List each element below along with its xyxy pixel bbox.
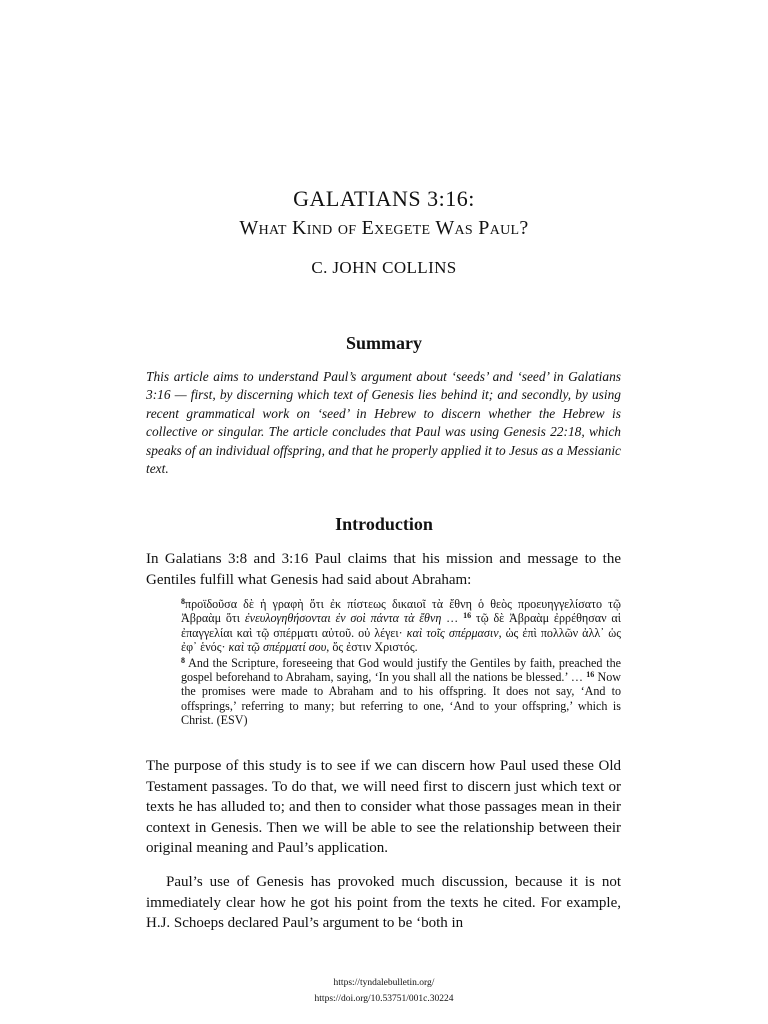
- verse-number: 8: [181, 597, 185, 606]
- article-title: GALATIANS 3:16:: [293, 186, 475, 211]
- english-text: Now the promises were made to Abraham and to his offspring. It does not say, ‘And to offsprings,’ referring to many; but referring to one, ‘And to your offspring,’ which is Christ. (ESV): [181, 670, 621, 728]
- footer-url[interactable]: https://tyndalebulletin.org/: [333, 978, 435, 988]
- greek-text-italic: καὶ τοῖς σπέρμασιν: [406, 625, 499, 640]
- greek-quote: [181, 597, 621, 655]
- greek-text-italic: καὶ τῷ σπέρματί σου: [228, 640, 327, 655]
- summary-heading: Summary: [346, 333, 422, 353]
- intro-paragraph-1: In Galatians 3:8 and 3:16 Paul claims that his mission and message to the Gentiles fulfill what Genesis had said about Abraham:: [146, 551, 621, 588]
- article-subtitle: What Kind of Exegete Was Paul?: [239, 217, 529, 239]
- block-quote: [181, 597, 621, 728]
- greek-text-italic: ἐνευλογηθήσονται ἐν σοὶ πάντα τὰ ἔθνη: [244, 611, 442, 626]
- greek-text: , ὅς ἐστιν Χριστός.: [326, 640, 418, 655]
- verse-number: 8: [181, 655, 185, 665]
- intro-paragraph-3: Paul’s use of Genesis has provoked much discussion, because it is not immediately clear how he got his point from the texts he cited. For example, H.J. Schoeps declared Paul’s argument to be ‘both in: [146, 874, 621, 932]
- greek-text: …: [441, 611, 459, 626]
- english-text: And the Scripture, foreseeing that God would justify the Gentiles by faith, preached the gospel beforehand to Abraham, saying, ‘In you shall all the nations be blessed.’ …: [181, 655, 621, 685]
- article-author: C. JOHN COLLINS: [311, 258, 457, 277]
- greek-text: , ὡς ἐπὶ πολλῶν ἀλλ᾽ ὡς ἐφ᾽ ἑνός·: [181, 625, 621, 655]
- footer-doi[interactable]: https://doi.org/10.53751/001c.30224: [314, 994, 454, 1004]
- introduction-heading: Introduction: [335, 514, 433, 534]
- verse-number: 16: [586, 670, 595, 680]
- intro-paragraph-2: The purpose of this study is to see if we can discern how Paul used these Old Testament passages. To do that, we will need first to discern just which text or texts he has alluded to; and then to consider what those passages mean in their context in Genesis. Then we will be able to see the relationship between their original meaning and Paul’s application.: [146, 758, 621, 857]
- greek-text: προϊδοῦσα δὲ ἡ γραφὴ ὅτι ἐκ πίστεως δικαιοῖ τὰ ἔθνη ὁ θεὸς προευηγγελίσατο τῷ Ἀβραὰμ ὅτι: [181, 597, 621, 626]
- verse-number: 16: [463, 611, 472, 621]
- summary-text: This article aims to understand Paul’s argument about ‘seeds’ and ‘seed’ in Galatians 3:16 — first, by discerning which text of Genesis lies behind it; and secondly, by using recent grammatical work on ‘seed’ in Hebrew to discern whether the Hebrew is collective or singular. The article concludes that Paul was using Genesis 22:18, which speaks of an individual offspring, and that he properly applied it to Jesus as a Messianic text.: [146, 369, 621, 477]
- english-quote: [181, 656, 621, 728]
- greek-text: τῷ δὲ Ἀβραὰμ ἐρρέθησαν αἱ ἐπαγγελίαι καὶ τῷ σπέρματι αὐτοῦ. οὐ λέγει·: [181, 611, 621, 640]
